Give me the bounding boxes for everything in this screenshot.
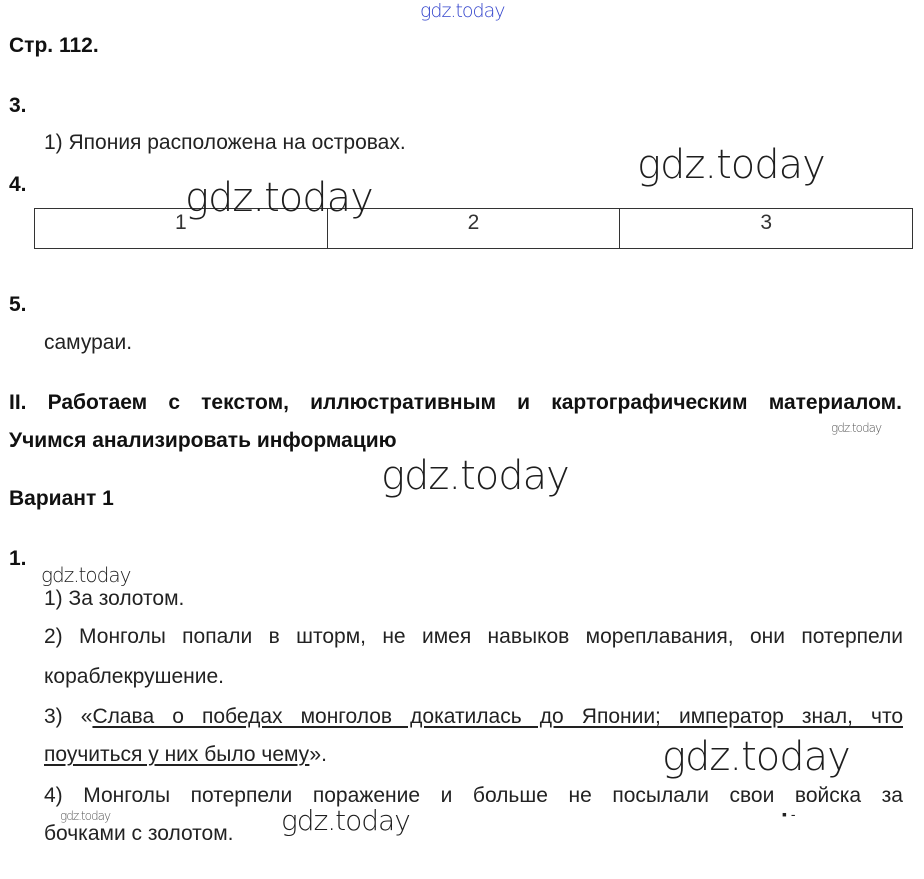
section-heading-line-2: Учимся анализировать информацию (9, 429, 397, 452)
watermark-c: gdz.today (831, 421, 882, 435)
task-1-answer-4-line-2: бочками с золотом. (44, 822, 234, 845)
watermark-a: gdz.today (637, 142, 825, 188)
watermark-d: gdz.today (381, 453, 569, 499)
task-4-table (34, 208, 913, 249)
watermark-b: gdz.today (185, 175, 373, 221)
stray-marks: ▪ - (782, 806, 796, 822)
table-cell-2: 2 (327, 209, 620, 249)
task-5-answer: самураи. (44, 331, 133, 354)
table-row (35, 209, 913, 249)
table-cell-1: 1 (35, 209, 328, 249)
task-1-answer-2-line-1: 2) Монголы попали в шторм, не имея навыков мореплавания, они потерпели (44, 625, 903, 648)
section-heading-line-1: II. Работаем с текстом, иллюстративным и картографическим материалом. (9, 391, 902, 414)
task-1-answer-1: 1) За золотом. (44, 587, 185, 610)
watermark-e: gdz.today (41, 563, 131, 587)
task-4-number: 4. (9, 173, 27, 196)
watermark-g: gdz.today (60, 809, 111, 823)
watermark-top: gdz.today (420, 0, 505, 22)
task-1-number: 1. (9, 547, 27, 570)
task-1-answer-4-line-1: 4) Монголы потерпели поражение и больше не посылали свои войска за (44, 784, 903, 807)
task-1-answer-3-line-2 (44, 743, 327, 767)
quote-close: ». (309, 743, 327, 766)
quote-text-line-2: поучиться у них было чему (44, 743, 310, 766)
variant-title: Вариант 1 (9, 487, 114, 510)
quote-text-line-1: Слава о победах монголов докатилась до Японии; император знал, что (92, 705, 904, 728)
watermark-f: gdz.today (662, 734, 850, 780)
table-cell-3: 3 (620, 209, 913, 249)
quote-open: 3) « (44, 705, 93, 728)
watermark-h: gdz.today (281, 804, 410, 837)
task-3-number: 3. (9, 94, 27, 117)
task-1-answer-3-line-1 (44, 705, 903, 729)
task-1-answer-2-line-2: кораблекрушение. (44, 665, 224, 688)
task-3-answer: 1) Япония расположена на островах. (44, 131, 406, 154)
task-5-number: 5. (9, 293, 27, 316)
page-title: Стр. 112. (9, 34, 99, 57)
